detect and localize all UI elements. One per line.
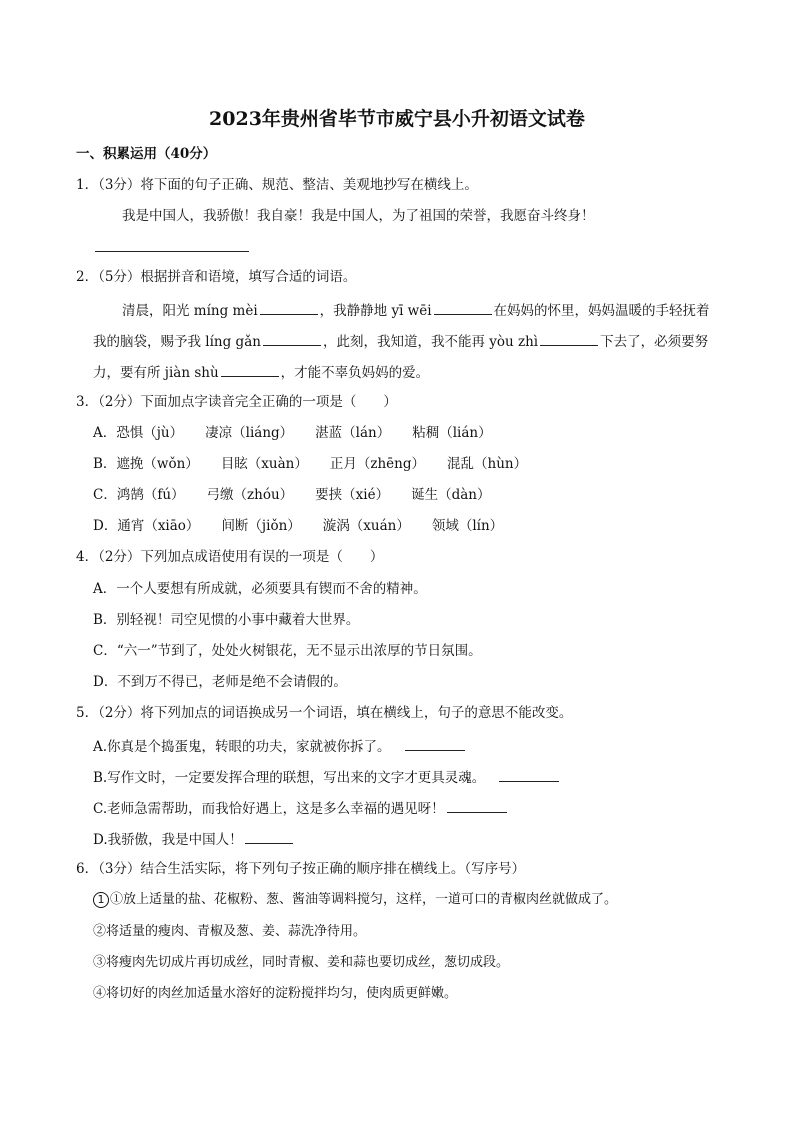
option-word: 混乱（hùn） [447, 456, 528, 472]
option-text: A.你真是个捣蛋鬼，转眼的功夫，家就被你拆了。 [93, 739, 391, 755]
pinyin-text: ，此刻，我知道，我不能再 yòu zhì [322, 334, 539, 350]
pinyin-text: ，我静静地 yī wēi [319, 303, 432, 319]
answer-blank[interactable] [245, 829, 293, 844]
pinyin-text: 清晨，阳光 míng mèi [122, 303, 258, 319]
question-5-option-d [93, 829, 295, 849]
question-3-option-a [93, 424, 492, 442]
answer-blank[interactable] [499, 767, 559, 782]
question-4-option-d: D．不到万不得已，老师是绝不会请假的。 [93, 674, 347, 690]
answer-blank[interactable] [434, 300, 492, 315]
option-word: B．遮挽（wǒn） [93, 456, 199, 472]
option-word: A．恐惧（jù） [93, 425, 184, 441]
passage-text: 下去了，必须要努 [600, 334, 709, 350]
question-3-option-b [93, 455, 527, 473]
option-word: 漩涡（xuán） [322, 518, 410, 534]
answer-blank[interactable] [263, 331, 321, 346]
question-5-option-c [93, 798, 509, 818]
question-6-item-3: ③将瘦肉先切成片再切成丝，同时青椒、姜和蒜也要切成丝，葱切成段。 [93, 955, 510, 970]
question-4-stem: 4．（2分）下列加点成语使用有误的一项是（ ） [76, 549, 384, 565]
answer-blank[interactable] [221, 362, 279, 377]
page-title: 2023年贵州省毕节市威宁县小升初语文试卷 [209, 108, 585, 130]
option-text: C.老师急需帮助，而我恰好遇上，这是多么幸福的遇见呀！ [93, 801, 445, 817]
question-5-option-a [93, 736, 467, 756]
question-4-option-b: B．别轻视！司空见惯的小事中藏着大世界。 [93, 612, 360, 628]
option-word: C．鸿鹄（fú） [93, 487, 185, 503]
question-6-item-4: ④将切好的肉丝加适量水溶好的淀粉搅拌均匀，使肉质更鲜嫩。 [93, 986, 458, 1001]
option-word: 间断（jiǒn） [221, 518, 301, 534]
circled-number: 1 [93, 892, 109, 908]
question-3-option-c [93, 486, 490, 504]
question-3-option-d [93, 517, 503, 535]
question-5-option-b [93, 767, 561, 787]
option-word: 要挟（xié） [315, 487, 390, 503]
pinyin-text: 我的脑袋，赐予我 líng gǎn [93, 334, 261, 350]
answer-blank[interactable] [540, 331, 598, 346]
question-2-passage-line [93, 362, 429, 382]
option-word: 目眩（xuàn） [220, 456, 308, 472]
option-word: 凄凉（liáng） [205, 425, 294, 441]
question-3-stem: 3．（2分）下面加点字读音完全正确的一项是（ ） [76, 394, 397, 410]
question-5-stem: 5．（2分）将下列加点的词语换成另一个词语，填在横线上，句子的意思不能改变。 [76, 705, 573, 721]
question-6-item-2: ②将适量的瘦肉、青椒及葱、姜、蒜洗净待用。 [93, 924, 367, 939]
answer-blank[interactable] [405, 736, 465, 751]
passage-text: ，才能不辜负妈妈的爱。 [280, 365, 430, 381]
section-heading: 一、积累运用（40分） [76, 146, 217, 162]
option-word: 诞生（dàn） [411, 487, 491, 503]
option-word: 粘稠（lián） [412, 425, 492, 441]
option-word: D．通宵（xiāo） [93, 518, 200, 534]
question-4-option-a: A．一个人要想有所成就，必须要具有锲而不舍的精神。 [93, 581, 427, 597]
question-4-option-c: C．“六一”节到了，处处火树银花，无不显示出浓厚的节日氛围。 [93, 643, 482, 659]
pinyin-text: 力，要有所 jiàn shù [93, 365, 219, 381]
option-word: 弓缴（zhóu） [206, 487, 294, 503]
question-6-stem: 6．（3分）结合生活实际，将下列句子按正确的顺序排在横线上。（写序号） [76, 861, 526, 877]
option-word: 湛蓝（lán） [315, 425, 391, 441]
option-text: B.写作文时，一定要发挥合理的联想，写出来的文字才更具灵魂。 [93, 770, 486, 786]
question-1-stem: 1．（3分）将下面的句子正确、规范、整洁、美观地抄写在横线上。 [76, 177, 478, 193]
option-text: D.我骄傲，我是中国人！ [93, 832, 243, 848]
option-word: 领域（lín） [431, 518, 504, 534]
option-word: 正月（zhēng） [329, 456, 426, 472]
answer-blank[interactable] [447, 798, 507, 813]
question-2-stem: 2．（5分）根据拼音和语境，填写合适的词语。 [76, 269, 357, 285]
item-text: ①放上适量的盐、花椒粉、葱、酱油等调料搅匀，这样，一道可口的青椒肉丝就做成了。 [110, 892, 618, 907]
question-2-passage-line [122, 300, 710, 320]
question-1-answer-line [93, 237, 251, 257]
question-1-sentence: 我是中国人，我骄傲！我自豪！我是中国人，为了祖国的荣誉，我愿奋斗终身！ [122, 208, 595, 224]
passage-text: 在妈妈的怀里，妈妈温暖的手轻抚着 [493, 303, 710, 319]
answer-blank[interactable] [260, 300, 318, 315]
question-6-item-1 [93, 891, 617, 909]
question-2-passage-line [93, 331, 708, 351]
